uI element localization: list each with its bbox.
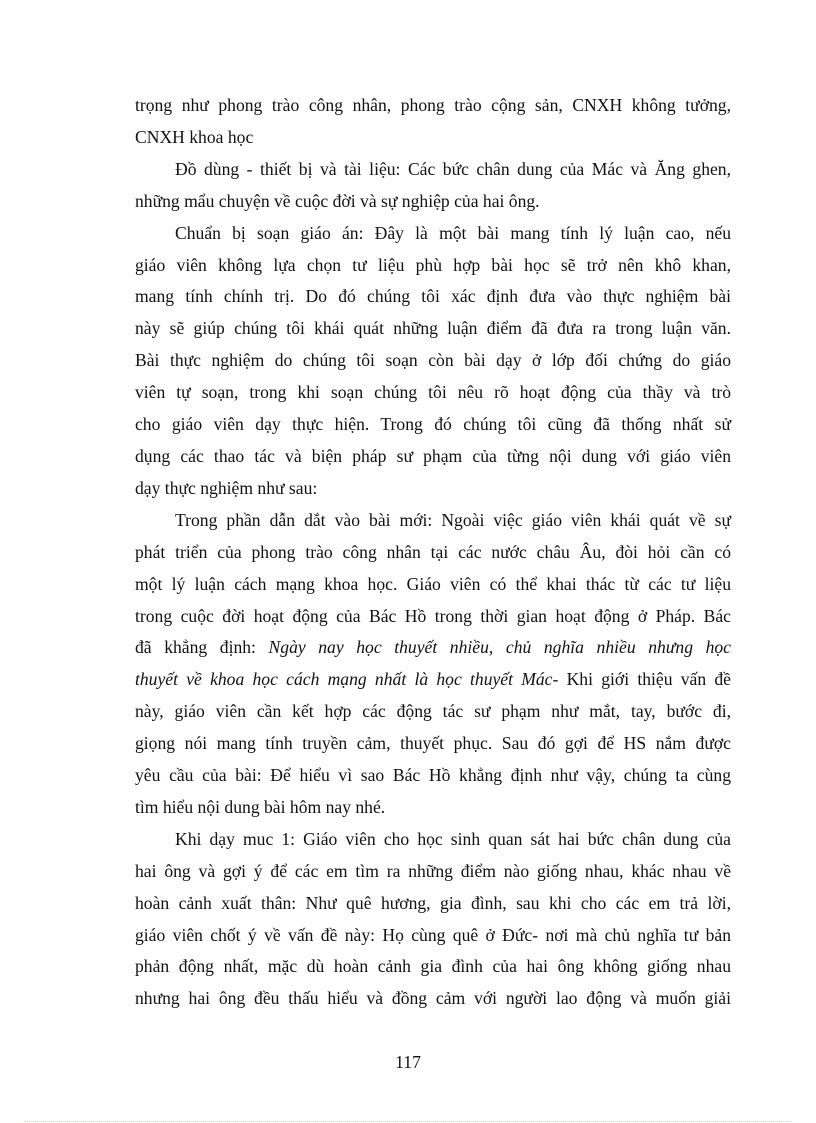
text-line: giáo viên chốt ý về vấn đề này: Họ cùng quê ở Đức- nơi mà chủ nghĩa tư bản xyxy=(135,924,731,945)
text-line: trọng như phong trào công nhân, phong trào cộng sản, CNXH không tưởng, xyxy=(135,95,731,115)
quote-lead: đã khẳng định: xyxy=(135,637,269,658)
text-line: hoàn cảnh xuất thân: Như quê hương, gia đình, sau khi cho các em trả lời, xyxy=(135,892,731,913)
text-line: giáo viên không lựa chọn tư liệu phù hợp bài học sẽ trở nên khô khan, xyxy=(135,254,731,275)
text-line: một lý luận cách mạng khoa học. Giáo viên có thể khai thác từ các tư liệu xyxy=(135,573,731,594)
body-text xyxy=(135,90,731,1015)
page-number: 117 xyxy=(395,1052,421,1072)
paragraph-section-1 xyxy=(135,824,731,1015)
text-line: hai ông và gợi ý để các em tìm ra những điểm nào giống nhau, khác nhau về xyxy=(135,860,731,881)
text-line: Đồ dùng - thiết bị và tài liệu: Các bức chân dung của Mác và Ăng ghen, xyxy=(175,158,731,179)
text-line: những mẩu chuyện về cuộc đời và sự nghiệp của hai ông. xyxy=(135,190,540,211)
text-line: dụng các thao tác và biện pháp sư phạm của từng nội dung với giáo viên xyxy=(135,445,731,466)
text-line: phản động nhất, mặc dù hoàn cảnh gia đình của hai ông không giống nhau xyxy=(135,956,731,977)
text-line xyxy=(135,664,731,696)
text-line: trong cuộc đời hoạt động của Bác Hồ trong thời gian hoạt động ở Pháp. Bác xyxy=(135,605,731,626)
text-line: này sẽ giúp chúng tôi khái quát những luận điểm đã đưa ra trong luận văn. xyxy=(135,318,731,339)
text-line: CNXH khoa học xyxy=(135,126,254,147)
text-line: tìm hiểu nội dung bài hôm nay nhé. xyxy=(135,796,386,817)
text-line: giọng nói mang tính truyền cảm, thuyết phục. Sau đó gợi để HS nắm được xyxy=(135,733,731,754)
paragraph-introduction xyxy=(135,505,731,824)
paragraph-lesson-plan xyxy=(135,218,731,505)
text-line: cho giáo viên dạy thực hiện. Trong đó chúng tôi cũng đã thống nhất sử xyxy=(135,414,731,435)
text-line: viên tự soạn, trong khi soạn chúng tôi nêu rõ hoạt động của thầy và trò xyxy=(135,382,731,403)
text-line: Chuẩn bị soạn giáo án: Đây là một bài mang tính lý luận cao, nếu xyxy=(175,222,731,243)
text-line: phát triển của phong trào công nhân tại các nước châu Âu, đòi hỏi cần có xyxy=(135,541,731,562)
text-line: Bài thực nghiệm do chúng tôi soạn còn bài dạy ở lớp đối chứng do giáo xyxy=(135,350,731,371)
text-line xyxy=(135,632,731,664)
paragraph-materials xyxy=(135,154,731,218)
page-boundary-divider xyxy=(24,1121,792,1122)
quote-text: thuyết về khoa học cách mạng nhất là học thuyết Mác xyxy=(135,669,553,690)
paragraph-continuation xyxy=(135,90,731,154)
quote-text: Ngày nay học thuyết nhiều, chủ nghĩa nhiều nhưng học xyxy=(268,637,731,658)
text-line: mang tính chính trị. Do đó chúng tôi xác định đưa vào thực nghiệm bài xyxy=(135,286,731,307)
text-after-quote: - Khi giới thiệu vấn đề xyxy=(552,669,731,690)
text-line: yêu cầu của bài: Để hiểu vì sao Bác Hồ khẳng định như vậy, chúng ta cùng xyxy=(135,765,731,786)
text-line: Khi dạy muc 1: Giáo viên cho học sinh quan sát hai bức chân dung của xyxy=(175,828,731,849)
text-line: nhưng hai ông đều thấu hiểu và đồng cảm với người lao động và muốn giải xyxy=(135,988,731,1009)
text-line: Trong phần dẫn dắt vào bài mới: Ngoài việc giáo viên khái quát về sự xyxy=(175,509,731,530)
text-line: dạy thực nghiệm như sau: xyxy=(135,477,318,498)
text-line: này, giáo viên cần kết hợp các động tác sư phạm như mắt, tay, bước đi, xyxy=(135,701,731,722)
